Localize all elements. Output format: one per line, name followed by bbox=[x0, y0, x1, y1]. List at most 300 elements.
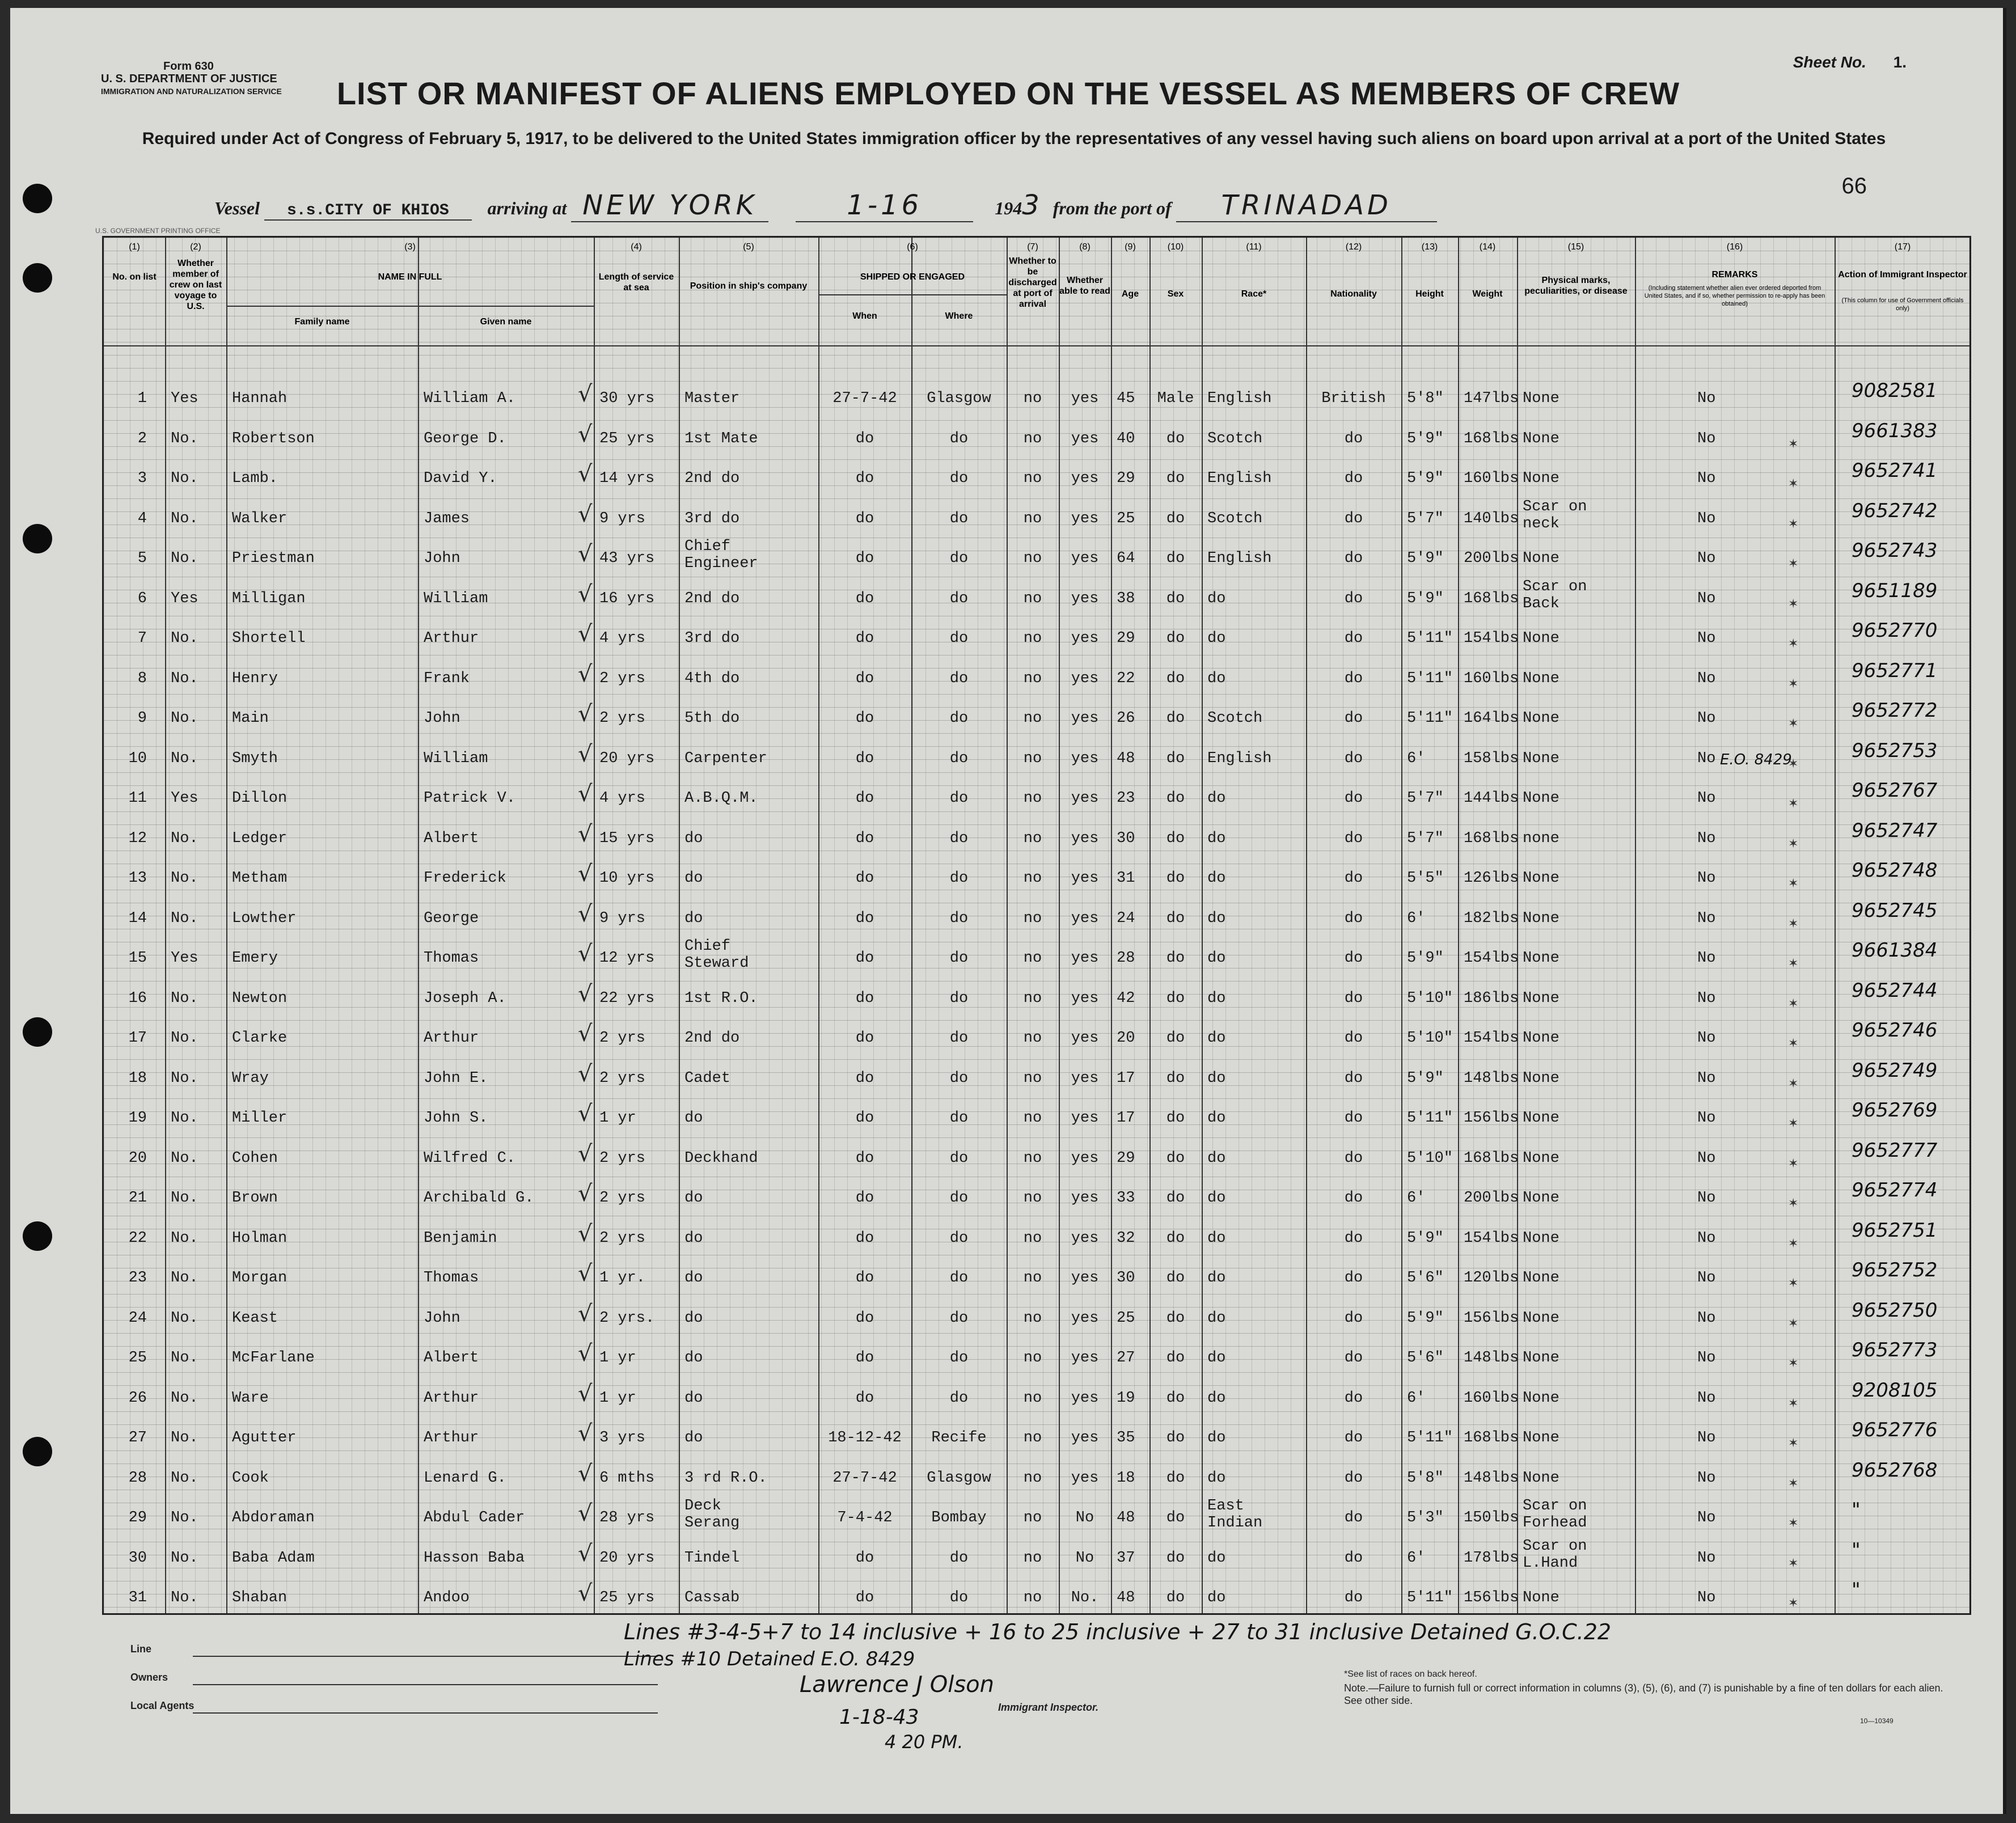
cell-when: do bbox=[855, 870, 874, 887]
cell-no: 8 bbox=[137, 670, 147, 687]
cell-given: William bbox=[424, 750, 488, 767]
cell-read: yes bbox=[1071, 989, 1099, 1007]
cell-where: do bbox=[949, 1229, 969, 1247]
cell-prev: No. bbox=[171, 1429, 198, 1446]
table-row bbox=[104, 578, 1969, 625]
cell-prev: No. bbox=[171, 1350, 198, 1367]
cell-family: Priestman bbox=[232, 550, 315, 567]
inspector-initial-icon: ✶ bbox=[1788, 557, 1799, 571]
sheet-label: Sheet No. bbox=[1793, 53, 1866, 71]
column-number: (17) bbox=[1894, 242, 1911, 252]
cell-where: do bbox=[949, 1270, 969, 1287]
cell-family: Wray bbox=[232, 1069, 269, 1087]
cell-family: Ware bbox=[232, 1389, 269, 1407]
cell-remarks: No bbox=[1697, 870, 1716, 887]
cell-position: do bbox=[684, 1190, 703, 1207]
cell-read: yes bbox=[1071, 470, 1099, 487]
cell-height: 5'10" bbox=[1407, 989, 1453, 1007]
cell-position: 4th do bbox=[684, 670, 740, 687]
cell-given: John S. bbox=[424, 1110, 488, 1127]
cell-physical: None bbox=[1523, 989, 1559, 1007]
cell-action: 9652746 bbox=[1852, 1019, 1938, 1042]
check-mark-icon: √ bbox=[578, 661, 593, 687]
cell-sex: do bbox=[1166, 1350, 1185, 1367]
cell-given: Archibald G. bbox=[424, 1190, 534, 1207]
cell-height: 5'3" bbox=[1407, 1509, 1444, 1526]
cell-given: George bbox=[424, 910, 479, 927]
cell-discharged: no bbox=[1023, 1469, 1042, 1487]
cell-remarks: No bbox=[1697, 1110, 1716, 1127]
cell-nationality: do bbox=[1344, 830, 1363, 847]
cell-weight: 168lbs bbox=[1464, 430, 1519, 447]
cell-weight: 168lbs bbox=[1464, 590, 1519, 607]
cell-weight: 147lbs bbox=[1464, 390, 1519, 407]
header-prev-voyage: Whether member of crew on last voyage to U.S. bbox=[169, 259, 222, 311]
cell-age: 42 bbox=[1117, 989, 1135, 1007]
cell-weight: 160lbs bbox=[1464, 470, 1519, 487]
cell-discharged: no bbox=[1023, 870, 1042, 887]
check-mark-icon: √ bbox=[578, 1261, 593, 1287]
cell-sex: do bbox=[1166, 1270, 1185, 1287]
cell-where: Glasgow bbox=[927, 1469, 991, 1487]
cell-position: Deckhand bbox=[684, 1149, 758, 1167]
cell-family: Milligan bbox=[232, 590, 306, 607]
cell-given: Albert bbox=[424, 830, 479, 847]
cell-no: 15 bbox=[128, 950, 147, 967]
check-mark-icon: √ bbox=[578, 900, 593, 927]
cell-action: 9652777 bbox=[1852, 1139, 1938, 1162]
cell-service: 9 yrs bbox=[599, 910, 646, 927]
owners-label: Owners bbox=[130, 1672, 168, 1683]
cell-sex: do bbox=[1166, 1589, 1185, 1606]
cell-family: Emery bbox=[232, 950, 278, 967]
cell-age: 24 bbox=[1117, 910, 1135, 927]
cell-age: 17 bbox=[1117, 1069, 1135, 1087]
table-row bbox=[104, 459, 1969, 505]
cell-weight: 140lbs bbox=[1464, 510, 1519, 527]
cell-service: 28 yrs bbox=[599, 1509, 655, 1526]
check-mark-icon: √ bbox=[578, 381, 593, 407]
cell-sex: do bbox=[1166, 830, 1185, 847]
cell-no: 29 bbox=[128, 1509, 147, 1526]
binder-hole bbox=[23, 524, 52, 553]
cell-physical: None bbox=[1523, 710, 1559, 727]
cell-sex: do bbox=[1166, 670, 1185, 687]
cell-given: William A. bbox=[424, 390, 516, 407]
cell-read: yes bbox=[1071, 950, 1099, 967]
cell-prev: Yes bbox=[171, 950, 198, 967]
cell-remarks: No bbox=[1697, 470, 1716, 487]
cell-no: 7 bbox=[137, 630, 147, 647]
cell-age: 26 bbox=[1117, 710, 1135, 727]
cell-height: 5'11" bbox=[1407, 630, 1453, 647]
cell-height: 5'8" bbox=[1407, 1469, 1444, 1487]
cell-nationality: do bbox=[1344, 470, 1363, 487]
cell-no: 21 bbox=[128, 1190, 147, 1207]
cell-remarks: No bbox=[1697, 790, 1716, 807]
cell-position: 2nd do bbox=[684, 590, 740, 607]
cell-no: 10 bbox=[128, 750, 147, 767]
cell-remarks: No bbox=[1697, 1270, 1716, 1287]
print-code: 10—10349 bbox=[1860, 1717, 1894, 1725]
cell-discharged: no bbox=[1023, 1190, 1042, 1207]
cell-read: yes bbox=[1071, 1350, 1099, 1367]
cell-read: yes bbox=[1071, 790, 1099, 807]
cell-weight: 200lbs bbox=[1464, 550, 1519, 567]
cell-action: 9652769 bbox=[1852, 1099, 1938, 1122]
cell-sex: do bbox=[1166, 1229, 1185, 1247]
cell-read: yes bbox=[1071, 830, 1099, 847]
cell-age: 29 bbox=[1117, 630, 1135, 647]
cell-nationality: do bbox=[1344, 1509, 1363, 1526]
cell-remarks: No bbox=[1697, 1469, 1716, 1487]
cell-read: yes bbox=[1071, 510, 1099, 527]
cell-action: 9652767 bbox=[1852, 779, 1938, 802]
cell-weight: 156lbs bbox=[1464, 1110, 1519, 1127]
cell-height: 5'11" bbox=[1407, 670, 1453, 687]
table-row bbox=[104, 938, 1969, 984]
cell-nationality: do bbox=[1344, 630, 1363, 647]
cell-family: Holman bbox=[232, 1229, 288, 1247]
cell-position: 3rd do bbox=[684, 630, 740, 647]
column-number: (6) bbox=[907, 242, 918, 252]
cell-race: do bbox=[1207, 870, 1226, 887]
cell-read: yes bbox=[1071, 1309, 1099, 1327]
binder-hole bbox=[23, 263, 52, 293]
vessel-label: Vessel bbox=[214, 198, 260, 218]
cell-weight: 200lbs bbox=[1464, 1190, 1519, 1207]
cell-prev: No. bbox=[171, 910, 198, 927]
inspector-initial-icon: ✶ bbox=[1788, 1156, 1799, 1171]
cell-when: do bbox=[855, 830, 874, 847]
manifest-subtitle: Required under Act of Congress of February 5, 1917, to be delivered to the United States immigration officer by the representatives of any vessel having such aliens on board upon arrival at a port of the United States bbox=[142, 129, 1886, 148]
cell-race: do bbox=[1207, 989, 1226, 1007]
cell-remarks: No bbox=[1697, 550, 1716, 567]
cell-physical: Scar on Forhead bbox=[1523, 1498, 1587, 1532]
cell-where: Glasgow bbox=[927, 390, 991, 407]
check-mark-icon: √ bbox=[578, 820, 593, 847]
cell-sex: do bbox=[1166, 1429, 1185, 1446]
cell-service: 2 yrs bbox=[599, 1149, 646, 1167]
check-mark-icon: √ bbox=[578, 701, 593, 727]
cell-height: 6' bbox=[1407, 1190, 1426, 1207]
year-prefix: 194 bbox=[995, 198, 1022, 218]
cell-where: do bbox=[949, 510, 969, 527]
header-when: When bbox=[852, 311, 877, 321]
cell-where: do bbox=[949, 910, 969, 927]
cell-nationality: British bbox=[1321, 390, 1386, 407]
cell-no: 14 bbox=[128, 910, 147, 927]
cell-age: 27 bbox=[1117, 1350, 1135, 1367]
cell-sex: do bbox=[1166, 1509, 1185, 1526]
cell-prev: Yes bbox=[171, 590, 198, 607]
cell-sex: Male bbox=[1157, 390, 1194, 407]
cell-race: do bbox=[1207, 1589, 1226, 1606]
column-number: (9) bbox=[1125, 242, 1136, 252]
cell-race: Scotch bbox=[1207, 430, 1263, 447]
cell-sex: do bbox=[1166, 1030, 1185, 1047]
cell-where: do bbox=[949, 870, 969, 887]
cell-race: Scotch bbox=[1207, 710, 1263, 727]
column-number: (8) bbox=[1079, 242, 1091, 252]
header-able-to-read: Whether able to read bbox=[1059, 276, 1110, 296]
table-row bbox=[104, 1579, 1969, 1615]
cell-height: 5'9" bbox=[1407, 430, 1444, 447]
cell-sex: do bbox=[1166, 989, 1185, 1007]
cell-race: English bbox=[1207, 470, 1272, 487]
cell-action: 9652776 bbox=[1852, 1419, 1938, 1441]
cell-given: Frank bbox=[424, 670, 470, 687]
cell-action: 9651189 bbox=[1852, 579, 1938, 602]
cell-height: 5'9" bbox=[1407, 550, 1444, 567]
inspector-initial-icon: ✶ bbox=[1788, 1476, 1799, 1491]
cell-when: do bbox=[855, 550, 874, 567]
cell-service: 1 yr bbox=[599, 1350, 636, 1367]
inspector-initial-icon: ✶ bbox=[1788, 996, 1799, 1011]
cell-height: 6' bbox=[1407, 910, 1426, 927]
cell-discharged: no bbox=[1023, 790, 1042, 807]
table-row bbox=[104, 1298, 1969, 1344]
cell-read: yes bbox=[1071, 390, 1099, 407]
cell-remarks: No bbox=[1697, 1589, 1716, 1606]
fine-note: Note.—Failure to furnish full or correct information in columns (3), (5), (6), and (7) is punishable by a fine of ten dollars for each alien. See other side. bbox=[1344, 1682, 1943, 1706]
cell-given: John bbox=[424, 710, 460, 727]
cell-service: 20 yrs bbox=[599, 1549, 655, 1567]
cell-nationality: do bbox=[1344, 430, 1363, 447]
check-mark-icon: √ bbox=[578, 1060, 593, 1087]
cell-race: English bbox=[1207, 550, 1272, 567]
cell-given: Hasson Baba bbox=[424, 1549, 525, 1567]
cell-remarks: No bbox=[1697, 1509, 1716, 1526]
cell-nationality: do bbox=[1344, 1549, 1363, 1567]
check-mark-icon: √ bbox=[578, 861, 593, 887]
check-mark-icon: √ bbox=[578, 1300, 593, 1327]
cell-family: Hannah bbox=[232, 390, 288, 407]
cell-sex: do bbox=[1166, 470, 1185, 487]
inspector-initial-icon: ✶ bbox=[1788, 597, 1799, 611]
cell-nationality: do bbox=[1344, 1589, 1363, 1606]
check-mark-icon: √ bbox=[578, 1340, 593, 1367]
detention-note-2: Lines #10 Detained E.O. 8429 bbox=[624, 1648, 915, 1670]
cell-where: do bbox=[949, 430, 969, 447]
cell-where: do bbox=[949, 1549, 969, 1567]
cell-physical: None bbox=[1523, 1030, 1559, 1047]
cell-physical: None bbox=[1523, 870, 1559, 887]
cell-nationality: do bbox=[1344, 510, 1363, 527]
cell-remarks: No bbox=[1697, 950, 1716, 967]
cell-race: do bbox=[1207, 950, 1226, 967]
cell-remarks: No bbox=[1697, 910, 1716, 927]
cell-physical: None bbox=[1523, 1069, 1559, 1087]
cell-weight: 148lbs bbox=[1464, 1469, 1519, 1487]
binder-hole bbox=[23, 1221, 52, 1251]
cell-remarks: No bbox=[1697, 510, 1716, 527]
column-number: (12) bbox=[1345, 242, 1362, 252]
cell-read: yes bbox=[1071, 670, 1099, 687]
cell-given: Benjamin bbox=[424, 1229, 497, 1247]
cell-age: 25 bbox=[1117, 1309, 1135, 1327]
cell-no: 26 bbox=[128, 1389, 147, 1407]
cell-nationality: do bbox=[1344, 670, 1363, 687]
cell-discharged: no bbox=[1023, 1110, 1042, 1127]
vessel-name: s.s.CITY OF KHIOS bbox=[264, 202, 472, 221]
cell-weight: 182lbs bbox=[1464, 910, 1519, 927]
cell-action: 9661384 bbox=[1852, 939, 1938, 962]
cell-service: 43 yrs bbox=[599, 550, 655, 567]
cell-remarks: No bbox=[1697, 390, 1716, 407]
cell-remarks: No bbox=[1697, 750, 1716, 767]
cell-remarks: No bbox=[1697, 1309, 1716, 1327]
cell-age: 30 bbox=[1117, 830, 1135, 847]
cell-action: 9652749 bbox=[1852, 1059, 1938, 1082]
cell-prev: No. bbox=[171, 430, 198, 447]
table-row bbox=[104, 1099, 1969, 1144]
cell-read: yes bbox=[1071, 550, 1099, 567]
cell-prev: No. bbox=[171, 989, 198, 1007]
cell-weight: 154lbs bbox=[1464, 630, 1519, 647]
cell-sex: do bbox=[1166, 510, 1185, 527]
cell-family: Robertson bbox=[232, 430, 315, 447]
cell-service: 2 yrs bbox=[599, 1190, 646, 1207]
inspector-initial-icon: ✶ bbox=[1788, 676, 1799, 691]
cell-read: No. bbox=[1071, 1589, 1099, 1606]
shipped-subrule bbox=[818, 294, 1007, 295]
cell-prev: No. bbox=[171, 1190, 198, 1207]
check-mark-icon: √ bbox=[578, 980, 593, 1007]
check-mark-icon: √ bbox=[578, 1101, 593, 1127]
cell-when: do bbox=[855, 1069, 874, 1087]
cell-position: Tindel bbox=[684, 1549, 740, 1567]
cell-where: do bbox=[949, 1110, 969, 1127]
cell-action: " bbox=[1852, 1579, 1861, 1601]
cell-family: Metham bbox=[232, 870, 288, 887]
cell-when: do bbox=[855, 430, 874, 447]
cell-when: 7-4-42 bbox=[837, 1509, 893, 1526]
header-where: Where bbox=[945, 311, 973, 321]
cell-nationality: do bbox=[1344, 550, 1363, 567]
cell-read: yes bbox=[1071, 1069, 1099, 1087]
cell-given: David Y. bbox=[424, 470, 497, 487]
cell-weight: 168lbs bbox=[1464, 1149, 1519, 1167]
cell-prev: No. bbox=[171, 1389, 198, 1407]
department-name: U. S. DEPARTMENT OF JUSTICE bbox=[101, 73, 277, 85]
header-action: Action of Immigrant Inspector bbox=[1838, 270, 1967, 280]
cell-discharged: no bbox=[1023, 710, 1042, 727]
cell-nationality: do bbox=[1344, 590, 1363, 607]
header-remarks: REMARKS bbox=[1711, 270, 1758, 280]
cell-weight: 156lbs bbox=[1464, 1309, 1519, 1327]
cell-position: 2nd do bbox=[684, 470, 740, 487]
from-label: from the port of bbox=[1053, 198, 1172, 218]
cell-service: 25 yrs bbox=[599, 430, 655, 447]
table-row bbox=[104, 619, 1969, 665]
cell-race: do bbox=[1207, 1429, 1226, 1446]
year-digit: 3 bbox=[1022, 189, 1043, 221]
cell-race: do bbox=[1207, 1190, 1226, 1207]
cell-age: 45 bbox=[1117, 390, 1135, 407]
cell-service: 6 mths bbox=[599, 1469, 655, 1487]
cell-where: do bbox=[949, 590, 969, 607]
cell-nationality: do bbox=[1344, 1270, 1363, 1287]
column-number: (7) bbox=[1027, 242, 1038, 252]
cell-when: do bbox=[855, 1350, 874, 1367]
cell-when: do bbox=[855, 989, 874, 1007]
cell-given: Thomas bbox=[424, 1270, 479, 1287]
cell-action: 9652771 bbox=[1852, 659, 1938, 682]
cell-position: Deck Serang bbox=[684, 1498, 740, 1532]
cell-given: Arthur bbox=[424, 1030, 479, 1047]
check-mark-icon: √ bbox=[578, 461, 593, 487]
cell-age: 19 bbox=[1117, 1389, 1135, 1407]
inspector-initial-icon: ✶ bbox=[1788, 877, 1799, 891]
table-row bbox=[104, 1179, 1969, 1224]
cell-service: 16 yrs bbox=[599, 590, 655, 607]
cell-position: do bbox=[684, 1350, 703, 1367]
cell-race: do bbox=[1207, 1149, 1226, 1167]
cell-given: Arthur bbox=[424, 630, 479, 647]
crew-table bbox=[102, 236, 1971, 1615]
cell-sex: do bbox=[1166, 790, 1185, 807]
cell-given: George D. bbox=[424, 430, 506, 447]
cell-nationality: do bbox=[1344, 1389, 1363, 1407]
cell-when: do bbox=[855, 1229, 874, 1247]
cell-discharged: no bbox=[1023, 1389, 1042, 1407]
cell-family: Shortell bbox=[232, 630, 306, 647]
column-number: (15) bbox=[1567, 242, 1584, 252]
cell-where: do bbox=[949, 1069, 969, 1087]
cell-remarks: No bbox=[1697, 430, 1716, 447]
table-row bbox=[104, 1419, 1969, 1464]
header-shipped-or-engaged: SHIPPED OR ENGAGED bbox=[860, 272, 965, 282]
cell-position: Master bbox=[684, 390, 740, 407]
cell-no: 13 bbox=[128, 870, 147, 887]
cell-discharged: no bbox=[1023, 550, 1042, 567]
cell-service: 4 yrs bbox=[599, 630, 646, 647]
cell-sex: do bbox=[1166, 1469, 1185, 1487]
cell-sex: do bbox=[1166, 1309, 1185, 1327]
cell-sex: do bbox=[1166, 550, 1185, 567]
cell-height: 5'8" bbox=[1407, 390, 1444, 407]
cell-action: 9652751 bbox=[1852, 1219, 1938, 1242]
cell-race: East Indian bbox=[1207, 1498, 1263, 1532]
cell-read: yes bbox=[1071, 430, 1099, 447]
cell-position: do bbox=[684, 1309, 703, 1327]
cell-prev: No. bbox=[171, 1110, 198, 1127]
cell-discharged: no bbox=[1023, 910, 1042, 927]
cell-discharged: no bbox=[1023, 750, 1042, 767]
cell-service: 2 yrs bbox=[599, 710, 646, 727]
cell-prev: Yes bbox=[171, 390, 198, 407]
cell-family: Lamb. bbox=[232, 470, 278, 487]
cell-family: Keast bbox=[232, 1309, 278, 1327]
column-number: (16) bbox=[1726, 242, 1743, 252]
cell-action: 9652747 bbox=[1852, 819, 1938, 842]
header-length-of-service: Length of service at sea bbox=[598, 272, 674, 293]
cell-discharged: no bbox=[1023, 1589, 1042, 1606]
cell-age: 48 bbox=[1117, 1509, 1135, 1526]
cell-nationality: do bbox=[1344, 950, 1363, 967]
cell-remarks: No bbox=[1697, 1549, 1716, 1567]
cell-sex: do bbox=[1166, 430, 1185, 447]
cell-given: John bbox=[424, 1309, 460, 1327]
cell-height: 5'9" bbox=[1407, 590, 1444, 607]
cell-given: John E. bbox=[424, 1069, 488, 1087]
cell-discharged: no bbox=[1023, 390, 1042, 407]
table-row bbox=[104, 859, 1969, 904]
table-row bbox=[104, 1537, 1969, 1584]
cell-prev: No. bbox=[171, 1309, 198, 1327]
cell-family: Abdoraman bbox=[232, 1509, 315, 1526]
